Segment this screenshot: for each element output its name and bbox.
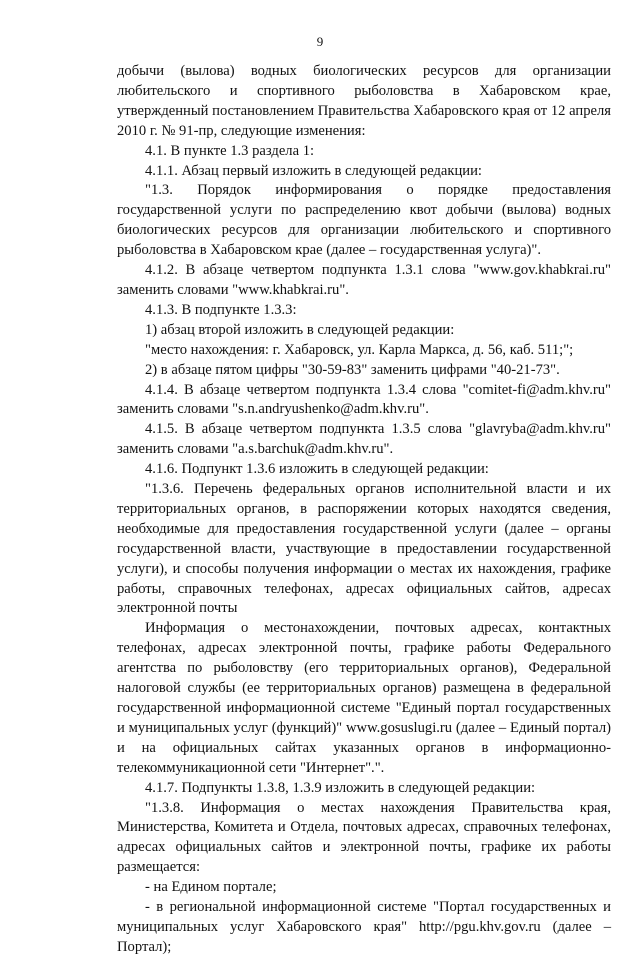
paragraph-4-1-6: 4.1.6. Подпункт 1.3.6 изложить в следующей редакции: (145, 461, 489, 478)
paragraph-4-1-1: 4.1.1. Абзац первый изложить в следующей редакции: (145, 162, 482, 179)
page-number: 9 (316, 34, 324, 49)
paragraph-4-1-4: 4.1.4. В абзаце четвертом подпункта 1.3.4 слова "comitet-fi@adm.khv.ru" заменить словами "s.n.andryushenko@adm.khv.ru". (117, 381, 611, 418)
list-item-regional-portal: - в региональной информационной системе "Портал государственных и муниципальных услуг Хабаровского края" http://pgu.khv.gov.ru (далее – Портал); (117, 899, 611, 955)
paragraph-item-1: 1) абзац второй изложить в следующей редакции: (145, 321, 455, 338)
paragraph-4-1: 4.1. В пункте 1.3 раздела 1: (145, 142, 315, 159)
paragraph-4-1-3: 4.1.3. В подпункте 1.3.3: (145, 301, 297, 318)
document-body (117, 62, 611, 958)
paragraph-item-2: 2) в абзаце пятом цифры "30-59-83" заменить цифрами "40-21-73". (145, 361, 560, 378)
paragraph-quote-1-3-6: "1.3.6. Перечень федеральных органов исполнительной власти и их территориальных органов, в распоряжении которых находятся сведения, необходимые для предоставления государственной услуги (далее – органы государственной власти, участвующие в предоставлении государственной услуги), и способы получения информации о местах их нахождения, графике работы, справочных телефонах, адресах официальных сайтов, адресах электронной почты (117, 481, 611, 617)
paragraph-quote-1-3-8: "1.3.8. Информация о местах нахождения Правительства края, Министерства, Комитета и Отдела, почтовых адресах, справочных телефонах, адресах официальных сайтов и электронной почты, графике их работы размещается: (117, 799, 611, 876)
list-item-unified-portal: - на Едином портале; (145, 879, 277, 896)
paragraph-4-1-7: 4.1.7. Подпункты 1.3.8, 1.3.9 изложить в следующей редакции: (145, 779, 536, 796)
paragraph-4-1-2: 4.1.2. В абзаце четвертом подпункта 1.3.1 слова "www.gov.khabkrai.ru" заменить словами "www.khabkrai.ru". (117, 262, 611, 298)
paragraph-4-1-5: 4.1.5. В абзаце четвертом подпункта 1.3.5 слова "glavryba@adm.khv.ru" заменить словами "a.s.barchuk@adm.khv.ru". (117, 421, 611, 458)
paragraph-intro: добычи (вылова) водных биологических ресурсов для организации любительского и спортивного рыболовства в Хабаровском крае, утвержденный постановлением Правительства Хабаровского края от 12 апреля 2010 г. № 91-пр, следующие изменения: (117, 63, 611, 139)
paragraph-address: "место нахождения: г. Хабаровск, ул. Карла Маркса, д. 56, каб. 511;"; (145, 341, 574, 358)
paragraph-quote-1-3: "1.3. Порядок информирования о порядке предоставления государственной услуги по распределению квот добычи (вылова) водных биологических ресурсов для организации любительского и спортивного рыболовства в Хабаровском крае (далее – государственная услуга)". (117, 182, 611, 259)
paragraph-info-location: Информация о местонахождении, почтовых адресах, контактных телефонах, адресах электронной почты, графике работы Федерального агентства по рыболовству (его территориальных органов), Федеральной налоговой службы (ее территориальных органов) размещена в федеральной государственной информационной системе "Единый портал государственных и муниципальных услуг (функций)" www.gosuslugi.ru (далее – Единый портал) и на официальных сайтах указанных органов в информационно-телекоммуникационной сети "Интернет".". (117, 620, 611, 776)
